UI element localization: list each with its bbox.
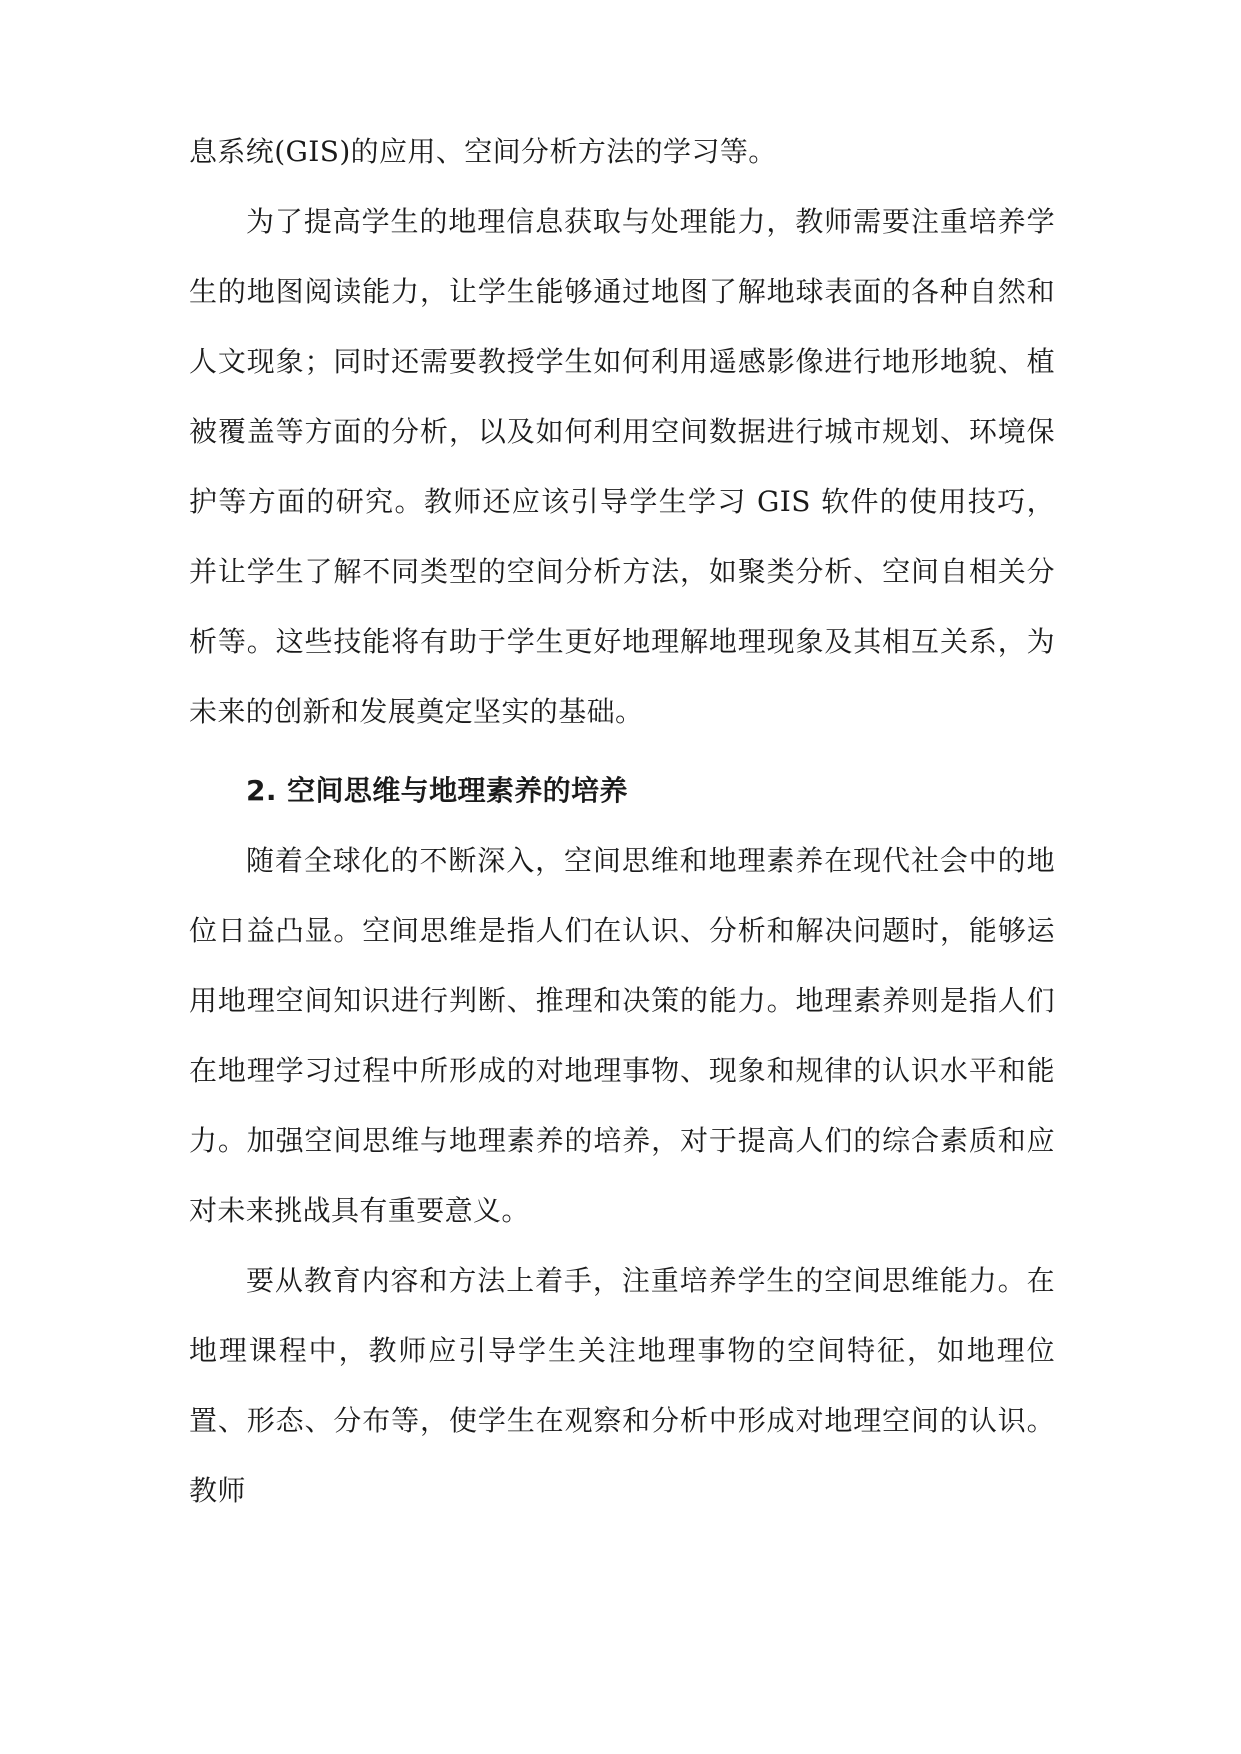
paragraph-teaching-methods: 要从教育内容和方法上着手，注重培养学生的空间思维能力。在地理课程中，教师应引导学生关注地理事物的空间特征，如地理位置、形态、分布等，使学生在观察和分析中形成对地理空间的认识。教师 (189, 1264, 1055, 1507)
paragraph-continuation: 息系统(GIS)的应用、空间分析方法的学习等。 (189, 135, 777, 168)
section-heading-block (189, 756, 1055, 826)
bottom-text-block (189, 826, 1055, 1526)
paragraph-spatial-thinking: 随着全球化的不断深入，空间思维和地理素养在现代社会中的地位日益凸显。空间思维是指人们在认识、分析和解决问题时，能够运用地理空间知识进行判断、推理和决策的能力。地理素养则是指人们在地理学习过程中所形成的对地理事物、现象和规律的认识水平和能力。加强空间思维与地理素养的培养，对于提高人们的综合素质和应对未来挑战具有重要意义。 (189, 844, 1055, 1227)
top-text-block (189, 117, 1055, 747)
section-heading: 2. 空间思维与地理素养的培养 (246, 774, 628, 807)
paragraph-gis-skills: 为了提高学生的地理信息获取与处理能力，教师需要注重培养学生的地图阅读能力，让学生能够通过地图了解地球表面的各种自然和人文现象；同时还需要教授学生如何利用遥感影像进行地形地貌、植被覆盖等方面的分析，以及如何利用空间数据进行城市规划、环境保护等方面的研究。教师还应该引导学生学习 GIS 软件的使用技巧，并让学生了解不同类型的空间分析方法，如聚类分析、空间自相关分析等。这些技能将有助于学生更好地理解地理现象及其相互关系，为未来的创新和发展奠定坚实的基础。 (189, 205, 1055, 728)
